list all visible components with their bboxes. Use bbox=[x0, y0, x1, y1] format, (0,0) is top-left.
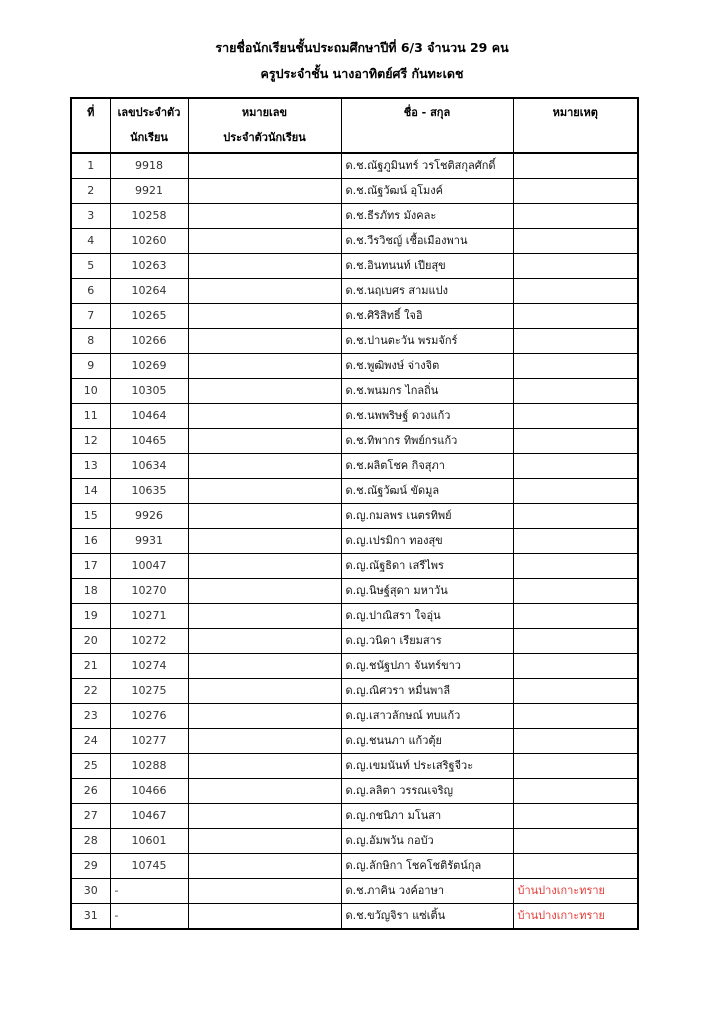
note-cell bbox=[513, 804, 638, 829]
row-number: 5 bbox=[71, 254, 110, 279]
national-id-cell bbox=[188, 654, 341, 679]
student-id-cell: 10288 bbox=[110, 754, 188, 779]
student-id-cell: 10635 bbox=[110, 479, 188, 504]
student-name-cell: ด.ช.ผลิตโชค กิจสุภา bbox=[341, 454, 513, 479]
table-row bbox=[71, 153, 638, 179]
student-id-cell: 10277 bbox=[110, 729, 188, 754]
student-id-cell: 10467 bbox=[110, 804, 188, 829]
table-row bbox=[71, 904, 638, 930]
table-row bbox=[71, 804, 638, 829]
row-number: 19 bbox=[71, 604, 110, 629]
note-cell bbox=[513, 454, 638, 479]
note-cell bbox=[513, 304, 638, 329]
table-row bbox=[71, 279, 638, 304]
national-id-cell bbox=[188, 604, 341, 629]
national-id-cell bbox=[188, 554, 341, 579]
table-row bbox=[71, 454, 638, 479]
row-number: 8 bbox=[71, 329, 110, 354]
national-id-cell bbox=[188, 879, 341, 904]
student-id-cell: 10269 bbox=[110, 354, 188, 379]
column-header-note: หมายเหตุ bbox=[513, 98, 638, 153]
column-header-student-id-line1: เลขประจำตัว bbox=[117, 106, 181, 119]
note-cell bbox=[513, 654, 638, 679]
row-number: 10 bbox=[71, 379, 110, 404]
national-id-cell bbox=[188, 204, 341, 229]
row-number: 29 bbox=[71, 854, 110, 879]
table-row bbox=[71, 554, 638, 579]
student-id-cell: 10464 bbox=[110, 404, 188, 429]
row-number: 1 bbox=[71, 153, 110, 179]
note-cell: บ้านปางเกาะทราย bbox=[513, 904, 638, 930]
student-name-cell: ด.ช.ทิพากร ทิพย์กรแก้ว bbox=[341, 429, 513, 454]
student-name-cell: ด.ช.ณัฐวัฒน์ ขัดมูล bbox=[341, 479, 513, 504]
national-id-cell bbox=[188, 779, 341, 804]
column-header-national-id bbox=[188, 98, 341, 153]
student-name-cell: ด.ญ.ณัฐธิดา เสรีไพร bbox=[341, 554, 513, 579]
row-number: 24 bbox=[71, 729, 110, 754]
national-id-cell bbox=[188, 704, 341, 729]
national-id-cell bbox=[188, 329, 341, 354]
row-number: 17 bbox=[71, 554, 110, 579]
table-row bbox=[71, 329, 638, 354]
note-cell bbox=[513, 329, 638, 354]
note-cell bbox=[513, 379, 638, 404]
row-number: 22 bbox=[71, 679, 110, 704]
table-row bbox=[71, 379, 638, 404]
table-row bbox=[71, 754, 638, 779]
table-row bbox=[71, 629, 638, 654]
note-cell bbox=[513, 629, 638, 654]
table-row bbox=[71, 529, 638, 554]
student-name-cell: ด.ช.ธีรภัทร มังคละ bbox=[341, 204, 513, 229]
note-cell bbox=[513, 279, 638, 304]
note-cell bbox=[513, 179, 638, 204]
student-roster-table bbox=[70, 97, 639, 930]
student-name-cell: ด.ญ.เขมนันท์ ประเสริฐจีวะ bbox=[341, 754, 513, 779]
student-name-cell: ด.ช.ปานตะวัน พรมจักร์ bbox=[341, 329, 513, 354]
note-cell bbox=[513, 729, 638, 754]
note-cell bbox=[513, 829, 638, 854]
student-name-cell: ด.ญ.ลักษิกา โชคโชติรัตน์กุล bbox=[341, 854, 513, 879]
national-id-cell bbox=[188, 504, 341, 529]
national-id-cell bbox=[188, 404, 341, 429]
national-id-cell bbox=[188, 629, 341, 654]
note-cell bbox=[513, 554, 638, 579]
student-id-cell: 10263 bbox=[110, 254, 188, 279]
column-header-student-id-line2: นักเรียน bbox=[130, 131, 168, 144]
note-cell bbox=[513, 529, 638, 554]
student-id-cell: 10601 bbox=[110, 829, 188, 854]
row-number: 18 bbox=[71, 579, 110, 604]
national-id-cell bbox=[188, 379, 341, 404]
row-number: 16 bbox=[71, 529, 110, 554]
national-id-cell bbox=[188, 804, 341, 829]
note-cell bbox=[513, 204, 638, 229]
student-name-cell: ด.ญ.กมลพร เนตรทิพย์ bbox=[341, 504, 513, 529]
national-id-cell bbox=[188, 229, 341, 254]
row-number: 23 bbox=[71, 704, 110, 729]
row-number: 31 bbox=[71, 904, 110, 930]
table-row bbox=[71, 229, 638, 254]
student-id-cell: - bbox=[110, 879, 188, 904]
column-header-national-id-line2: ประจำตัวนักเรียน bbox=[223, 131, 306, 144]
student-name-cell: ด.ญ.ลลิตา วรรณเจริญ bbox=[341, 779, 513, 804]
student-id-cell: 10276 bbox=[110, 704, 188, 729]
table-body bbox=[71, 153, 638, 929]
student-name-cell: ด.ญ.ชนัฐปภา จันทร์ขาว bbox=[341, 654, 513, 679]
student-name-cell: ด.ช.พูฒิพงษ์ จ่างจิต bbox=[341, 354, 513, 379]
column-header-national-id-line1: หมายเลข bbox=[241, 106, 288, 119]
note-cell bbox=[513, 754, 638, 779]
row-number: 7 bbox=[71, 304, 110, 329]
national-id-cell bbox=[188, 454, 341, 479]
student-id-cell: 10275 bbox=[110, 679, 188, 704]
note-cell bbox=[513, 254, 638, 279]
note-cell bbox=[513, 504, 638, 529]
student-name-cell: ด.ช.ขวัญจิรา แซ่เติ้น bbox=[341, 904, 513, 930]
national-id-cell bbox=[188, 429, 341, 454]
row-number: 25 bbox=[71, 754, 110, 779]
student-id-cell: 10466 bbox=[110, 779, 188, 804]
row-number: 20 bbox=[71, 629, 110, 654]
student-name-cell: ด.ช.วีรวิชญ์ เชื้อเมืองพาน bbox=[341, 229, 513, 254]
table-row bbox=[71, 854, 638, 879]
student-id-cell: 9918 bbox=[110, 153, 188, 179]
student-name-cell: ด.ช.ศิริสิทธิ์ ใจอิ bbox=[341, 304, 513, 329]
table-row bbox=[71, 729, 638, 754]
student-id-cell: 10258 bbox=[110, 204, 188, 229]
table-row bbox=[71, 254, 638, 279]
note-cell bbox=[513, 153, 638, 179]
note-cell bbox=[513, 479, 638, 504]
row-number: 14 bbox=[71, 479, 110, 504]
row-number: 13 bbox=[71, 454, 110, 479]
table-row bbox=[71, 429, 638, 454]
table-row bbox=[71, 354, 638, 379]
student-id-cell: 10271 bbox=[110, 604, 188, 629]
note-cell bbox=[513, 679, 638, 704]
column-header-student-id bbox=[110, 98, 188, 153]
note-cell bbox=[513, 429, 638, 454]
row-number: 15 bbox=[71, 504, 110, 529]
national-id-cell bbox=[188, 679, 341, 704]
note-cell bbox=[513, 404, 638, 429]
national-id-cell bbox=[188, 579, 341, 604]
table-row bbox=[71, 179, 638, 204]
table-row bbox=[71, 204, 638, 229]
student-name-cell: ด.ช.ภาคิน วงค์อาษา bbox=[341, 879, 513, 904]
note-cell bbox=[513, 604, 638, 629]
student-name-cell: ด.ช.อินทนนท์ เปียสุข bbox=[341, 254, 513, 279]
national-id-cell bbox=[188, 304, 341, 329]
row-number: 6 bbox=[71, 279, 110, 304]
row-number: 28 bbox=[71, 829, 110, 854]
row-number: 26 bbox=[71, 779, 110, 804]
row-number: 30 bbox=[71, 879, 110, 904]
student-id-cell: 10305 bbox=[110, 379, 188, 404]
table-row bbox=[71, 604, 638, 629]
row-number: 3 bbox=[71, 204, 110, 229]
row-number: 12 bbox=[71, 429, 110, 454]
national-id-cell bbox=[188, 904, 341, 930]
student-id-cell: 10745 bbox=[110, 854, 188, 879]
table-row bbox=[71, 679, 638, 704]
national-id-cell bbox=[188, 829, 341, 854]
student-name-cell: ด.ญ.เสาวลักษณ์ ทบแก้ว bbox=[341, 704, 513, 729]
table-row bbox=[71, 879, 638, 904]
national-id-cell bbox=[188, 153, 341, 179]
page-subtitle: ครูประจำชั้น นางอาทิตย์ศรี กันทะเดช bbox=[260, 66, 464, 81]
table-row bbox=[71, 829, 638, 854]
table-header-row bbox=[71, 98, 638, 153]
student-name-cell: ด.ช.ณัฐวัฒน์ อุโมงค์ bbox=[341, 179, 513, 204]
student-id-cell: 9926 bbox=[110, 504, 188, 529]
student-name-cell: ด.ญ.อัมพวัน กอบัว bbox=[341, 829, 513, 854]
national-id-cell bbox=[188, 179, 341, 204]
student-id-cell: 10272 bbox=[110, 629, 188, 654]
table-row bbox=[71, 654, 638, 679]
note-cell bbox=[513, 229, 638, 254]
student-name-cell: ด.ญ.ณิศวรา หมื่นพาลี bbox=[341, 679, 513, 704]
student-id-cell: 10266 bbox=[110, 329, 188, 354]
student-id-cell: 10270 bbox=[110, 579, 188, 604]
row-number: 27 bbox=[71, 804, 110, 829]
student-name-cell: ด.ญ.วนิดา เรียมสาร bbox=[341, 629, 513, 654]
table-row bbox=[71, 579, 638, 604]
table-row bbox=[71, 479, 638, 504]
page-title: รายชื่อนักเรียนชั้นประถมศึกษาปีที่ 6/3 จำนวน 29 คน bbox=[215, 40, 509, 55]
note-cell: บ้านปางเกาะทราย bbox=[513, 879, 638, 904]
student-id-cell: 10264 bbox=[110, 279, 188, 304]
note-cell bbox=[513, 579, 638, 604]
national-id-cell bbox=[188, 854, 341, 879]
table-row bbox=[71, 304, 638, 329]
note-cell bbox=[513, 854, 638, 879]
student-id-cell: 10465 bbox=[110, 429, 188, 454]
row-number: 11 bbox=[71, 404, 110, 429]
student-name-cell: ด.ญ.กชนิภา มโนสา bbox=[341, 804, 513, 829]
row-number: 21 bbox=[71, 654, 110, 679]
student-name-cell: ด.ช.นพพริษฐ์ ดวงแก้ว bbox=[341, 404, 513, 429]
student-id-cell: 9931 bbox=[110, 529, 188, 554]
table-row bbox=[71, 404, 638, 429]
student-id-cell: 10634 bbox=[110, 454, 188, 479]
note-cell bbox=[513, 354, 638, 379]
table-row bbox=[71, 704, 638, 729]
student-name-cell: ด.ช.ณัฐภูมินทร์ วรโชติสกุลศักดิ์ bbox=[341, 153, 513, 179]
table-row bbox=[71, 779, 638, 804]
national-id-cell bbox=[188, 279, 341, 304]
student-name-cell: ด.ญ.เปรมิกา ทองสุข bbox=[341, 529, 513, 554]
student-id-cell: 10265 bbox=[110, 304, 188, 329]
national-id-cell bbox=[188, 729, 341, 754]
national-id-cell bbox=[188, 754, 341, 779]
note-cell bbox=[513, 704, 638, 729]
student-id-cell: 10274 bbox=[110, 654, 188, 679]
row-number: 4 bbox=[71, 229, 110, 254]
table-row bbox=[71, 504, 638, 529]
student-id-cell: 10047 bbox=[110, 554, 188, 579]
student-id-cell: - bbox=[110, 904, 188, 930]
student-name-cell: ด.ญ.ปาณิสรา ใจอุ่น bbox=[341, 604, 513, 629]
student-name-cell: ด.ญ.นิษฐ์สุดา มหาวัน bbox=[341, 579, 513, 604]
student-id-cell: 9921 bbox=[110, 179, 188, 204]
student-name-cell: ด.ญ.ชนนภา แก้วตุ้ย bbox=[341, 729, 513, 754]
national-id-cell bbox=[188, 529, 341, 554]
national-id-cell bbox=[188, 354, 341, 379]
student-id-cell: 10260 bbox=[110, 229, 188, 254]
row-number: 9 bbox=[71, 354, 110, 379]
national-id-cell bbox=[188, 479, 341, 504]
student-name-cell: ด.ช.พนมกร ไกลถิ่น bbox=[341, 379, 513, 404]
national-id-cell bbox=[188, 254, 341, 279]
student-name-cell: ด.ช.นฤเบศร สามแปง bbox=[341, 279, 513, 304]
row-number: 2 bbox=[71, 179, 110, 204]
note-cell bbox=[513, 779, 638, 804]
column-header-no: ที่ bbox=[71, 98, 110, 153]
column-header-name: ชื่อ - สกุล bbox=[341, 98, 513, 153]
